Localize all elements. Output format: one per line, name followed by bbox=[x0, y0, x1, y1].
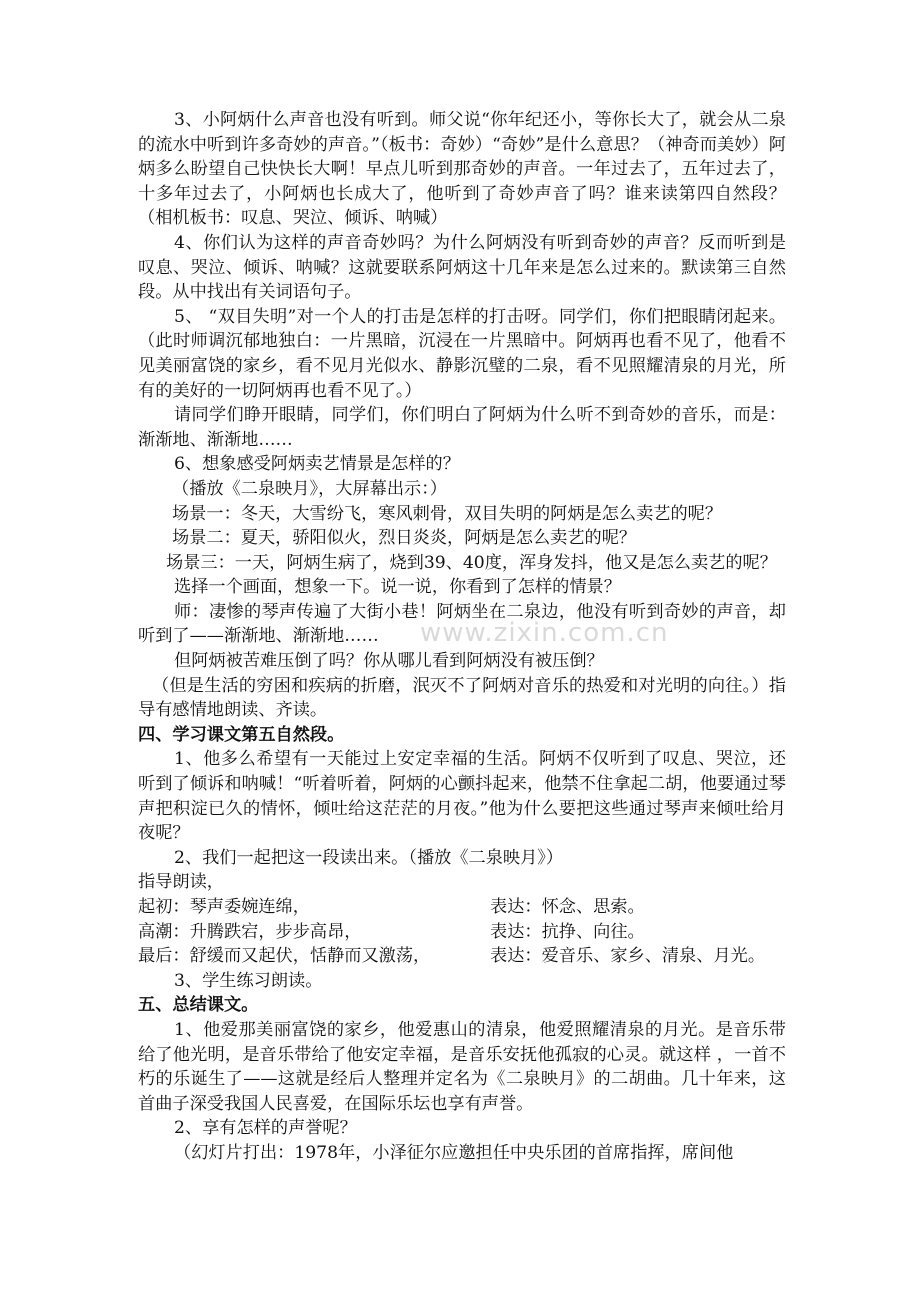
reading-row-expression: 表达：怀念、思索。 bbox=[490, 897, 645, 917]
scene-one: 场景一：冬天，大雪纷飞，寒风刺骨，双目失明的阿炳是怎么卖艺的呢？ bbox=[172, 503, 723, 524]
paragraph-4-1: 1、他多么希望有一天能过上安定幸福的生活。阿炳不仅听到了叹息、哭泣，还听到了倾诉和呐喊！“听着听着，阿炳的心颤抖起来，他禁不住拿起二胡，他要通过琴声把积淀已久的情怀，倾吐给这茫茫的月夜。”他为什么要把这些通过琴声来倾吐给月夜呢？ bbox=[138, 749, 786, 844]
paragraph-4-3: 3、学生练习朗读。 bbox=[174, 970, 323, 991]
paragraph-teacher: 师：凄惨的琴声传遍了大街小巷！阿炳坐在二泉边，他没有听到奇妙的声音，却听到了——渐渐地、渐渐地…… bbox=[138, 601, 786, 647]
paragraph-3: 3、小阿炳什么声音也没有听到。师父说“你年纪还小，等你长大了，就会从二泉的流水中听到许多奇妙的声音。”（板书：奇妙）“奇妙”是什么意思？（神奇而美妙）阿炳多么盼望自己快快长大啊！早点儿听到那奇妙的声音。一年过去了，五年过去了，十多年过去了，小阿炳也长成大了，他听到了奇妙声音了吗？谁来读第四自然段？（相机板书：叹息、哭泣、倾诉、呐喊） bbox=[138, 110, 786, 229]
paragraph-4: 4、你们认为这样的声音奇妙吗？为什么阿炳没有听到奇妙的声音？反而听到是叹息、哭泣、倾诉、呐喊？这就要联系阿炳这十几年来是怎么过来的。默读第三自然段。从中找出有关词语句子。 bbox=[138, 232, 786, 303]
watermark: www.zixin.com.cn bbox=[420, 618, 669, 648]
reading-row bbox=[138, 944, 786, 969]
section-heading-four: 四、学习课文第五自然段。 bbox=[138, 724, 345, 745]
paragraph-5-3: （幻灯片打出：1978年，小泽征尔应邀担任中央乐团的首席指挥，席间他 bbox=[174, 1142, 734, 1163]
paragraph-6: 6、想象感受阿炳卖艺情景是怎样的？ bbox=[174, 454, 460, 475]
reading-row-phase: 最后：舒缓而又起伏，恬静而又激荡， bbox=[138, 946, 431, 967]
reading-row-expression: 表达：抗挣、向往。 bbox=[490, 921, 645, 942]
reading-row-expression: 表达：爱音乐、家乡、清泉、月光。 bbox=[490, 946, 766, 967]
paragraph-5-2: 2、享有怎样的声誉呢？ bbox=[174, 1118, 357, 1139]
paragraph-question: 但阿炳被苦难压倒了吗？你从哪儿看到阿炳没有被压倒？ bbox=[174, 651, 604, 672]
scene-three: 场景三：一天，阿炳生病了，烧到39、40度，浑身发抖，他又是怎么卖艺的呢？ bbox=[166, 552, 777, 573]
paragraph-play-music: （播放《二泉映月》，大屏幕出示：） bbox=[172, 478, 447, 499]
reading-row-phase: 高潮：升腾跌宕，步步高昂， bbox=[138, 921, 362, 942]
paragraph-4-2: 2、我们一起把这一段读出来。（播放《二泉映月》） bbox=[174, 847, 564, 868]
paragraph-open-eyes: 请同学们睁开眼睛，同学们，你们明白了阿炳为什么听不到奇妙的音乐，而是：渐渐地、渐渐地…… bbox=[138, 405, 786, 450]
paragraph-5-1: 1、他爱那美丽富饶的家乡，他爱惠山的清泉，他爱照耀清泉的月光。是音乐带给了他光明，是音乐带给了他安定幸福，是音乐安抚他孤寂的心灵。就这样 ，一首不朽的乐诞生了——这就是经后人整理并定名为《二泉映月》的二胡曲。几十年来，这首曲子深受我国人民喜爱，在国际乐坛也享有声誉。 bbox=[138, 1019, 786, 1114]
reading-row bbox=[138, 920, 786, 945]
document-body bbox=[138, 108, 786, 1166]
scene-two: 场景二：夏天，骄阳似火，烈日炎炎，阿炳是怎么卖艺的呢？ bbox=[172, 528, 637, 549]
reading-guide-label: 指导朗读， bbox=[138, 872, 224, 893]
section-heading-five: 五、总结课文。 bbox=[138, 995, 259, 1016]
reading-row-phase: 起初：琴声委婉连绵， bbox=[138, 897, 310, 917]
paragraph-choose-scene: 选择一个画面，想象一下。说一说，你看到了怎样的情景？ bbox=[174, 577, 621, 598]
paragraph-5: 5、 “双目失明”对一个人的打击是怎样的打击呀。同学们，你们把眼睛闭起来。（此时师调沉郁地独白：一片黑暗，沉浸在一片黑暗中。阿炳再也看不见了，他看不见美丽富饶的家乡，看不见月光似水、静影沉璧的二泉，看不见照耀清泉的月光，所有的美好的一切阿炳再也看不见了。） bbox=[138, 306, 786, 401]
paragraph-answer: （但是生活的穷困和疾病的折磨，泯灭不了阿炳对音乐的热爱和对光明的向往。）指导有感情地朗读、齐读。 bbox=[138, 675, 786, 721]
reading-row bbox=[138, 895, 786, 920]
